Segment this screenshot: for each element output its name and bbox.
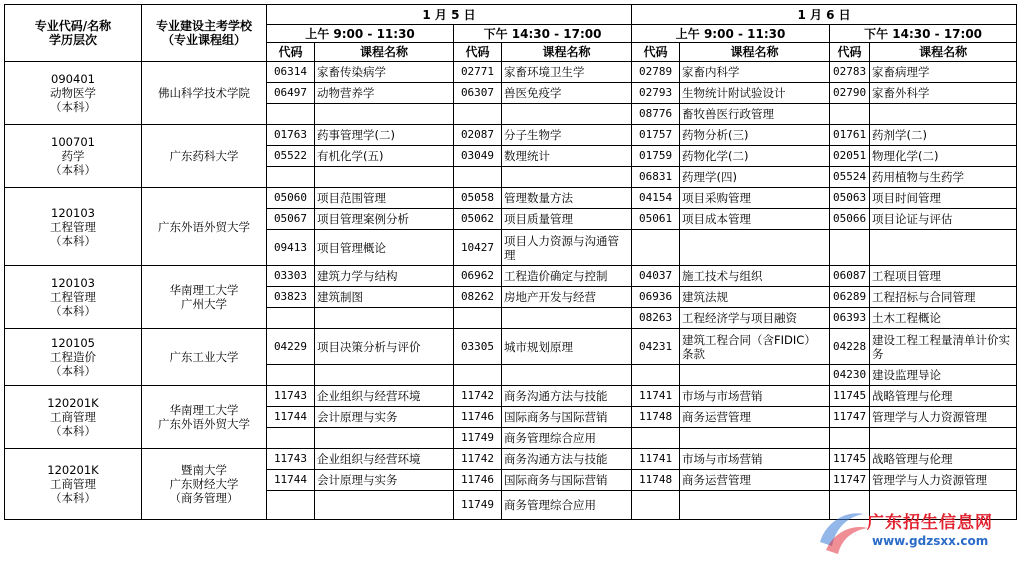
- course-name-cell: [680, 428, 830, 449]
- course-name-cell: [680, 230, 830, 266]
- course-name-cell: 市场与市场营销: [680, 449, 830, 470]
- course-name-cell: 建筑法规: [680, 287, 830, 308]
- course-name-cell: 分子生物学: [502, 125, 632, 146]
- course-code-cell: 11749: [454, 491, 502, 520]
- course-code-cell: 11741: [632, 449, 680, 470]
- course-code-cell: [454, 308, 502, 329]
- exam-schedule-table: [4, 4, 1017, 520]
- course-code-cell: 11747: [830, 470, 870, 491]
- course-name-cell: 有机化学(五): [315, 146, 454, 167]
- course-code-cell: 08263: [632, 308, 680, 329]
- course-name-cell: 企业组织与经营环境: [315, 449, 454, 470]
- major-cell: 090401 动物医学 （本科）: [5, 62, 142, 125]
- course-code-cell: 01761: [830, 125, 870, 146]
- course-code-cell: 04037: [632, 266, 680, 287]
- course-code-cell: 11748: [632, 407, 680, 428]
- course-name-cell: [502, 104, 632, 125]
- header-day2: 1 月 6 日: [632, 5, 1017, 25]
- course-code-cell: 08776: [632, 104, 680, 125]
- course-code-cell: 06497: [267, 83, 315, 104]
- course-code-cell: 06962: [454, 266, 502, 287]
- course-name-cell: 项目时间管理: [870, 188, 1017, 209]
- watermark-title: 广东招生信息网: [867, 513, 993, 533]
- course-code-cell: 11742: [454, 449, 502, 470]
- course-name-cell: [680, 365, 830, 386]
- course-name-cell: [315, 104, 454, 125]
- course-code-cell: [267, 365, 315, 386]
- header-day1-morning: 上午 9:00 - 11:30: [267, 25, 454, 43]
- course-name-cell: 商务沟通方法与技能: [502, 386, 632, 407]
- course-name-cell: [502, 365, 632, 386]
- course-code-cell: 08262: [454, 287, 502, 308]
- course-name-cell: 建设工程工程量清单计价实务: [870, 329, 1017, 365]
- course-code-cell: [267, 308, 315, 329]
- school-cell: 广东药科大学: [142, 125, 267, 188]
- watermark-url: www.gdzsxx.com: [872, 534, 989, 548]
- course-code-cell: 05060: [267, 188, 315, 209]
- header-day1: 1 月 5 日: [267, 5, 632, 25]
- course-code-cell: 06289: [830, 287, 870, 308]
- course-code-cell: 11748: [632, 470, 680, 491]
- course-code-cell: 02087: [454, 125, 502, 146]
- course-code-cell: 05067: [267, 209, 315, 230]
- course-name-cell: 药物化学(二): [680, 146, 830, 167]
- course-code-cell: 11744: [267, 470, 315, 491]
- course-code-cell: 05066: [830, 209, 870, 230]
- course-name-cell: 兽医免疫学: [502, 83, 632, 104]
- course-code-cell: 11743: [267, 386, 315, 407]
- course-code-cell: 11744: [267, 407, 315, 428]
- course-name-cell: 建筑工程合同（含FIDIC）条款: [680, 329, 830, 365]
- course-name-cell: 市场与市场营销: [680, 386, 830, 407]
- course-name-cell: 畜牧兽医行政管理: [680, 104, 830, 125]
- header-course: 课程名称: [680, 43, 830, 62]
- course-name-cell: [315, 491, 454, 520]
- table-row: [5, 266, 1017, 287]
- course-code-cell: [632, 428, 680, 449]
- course-code-cell: 02051: [830, 146, 870, 167]
- course-name-cell: 商务运营管理: [680, 407, 830, 428]
- major-cell: 120103 工程管理 （本科）: [5, 188, 142, 266]
- course-code-cell: 02790: [830, 83, 870, 104]
- course-code-cell: 03823: [267, 287, 315, 308]
- course-name-cell: 工程招标与合同管理: [870, 287, 1017, 308]
- course-code-cell: [830, 428, 870, 449]
- course-name-cell: 管理学与人力资源管理: [870, 407, 1017, 428]
- course-name-cell: 建筑制图: [315, 287, 454, 308]
- course-name-cell: 项目采购管理: [680, 188, 830, 209]
- course-code-cell: 05062: [454, 209, 502, 230]
- course-code-cell: 01763: [267, 125, 315, 146]
- course-name-cell: 土木工程概论: [870, 308, 1017, 329]
- course-name-cell: 建筑力学与结构: [315, 266, 454, 287]
- course-name-cell: 项目论证与评估: [870, 209, 1017, 230]
- course-code-cell: [454, 365, 502, 386]
- course-name-cell: 国际商务与国际营销: [502, 470, 632, 491]
- course-code-cell: 04228: [830, 329, 870, 365]
- course-code-cell: [632, 365, 680, 386]
- header-course: 课程名称: [870, 43, 1017, 62]
- course-code-cell: 06936: [632, 287, 680, 308]
- course-name-cell: 药事管理学(二): [315, 125, 454, 146]
- major-cell: 120201K 工商管理 （本科）: [5, 386, 142, 449]
- course-code-cell: 06087: [830, 266, 870, 287]
- course-code-cell: 04154: [632, 188, 680, 209]
- course-name-cell: 物理化学(二): [870, 146, 1017, 167]
- school-cell: 华南理工大学 广东外语外贸大学: [142, 386, 267, 449]
- course-name-cell: 管理学与人力资源管理: [870, 470, 1017, 491]
- course-code-cell: 11745: [830, 449, 870, 470]
- course-code-cell: 11745: [830, 386, 870, 407]
- course-code-cell: 02771: [454, 62, 502, 83]
- header-course: 课程名称: [315, 43, 454, 62]
- course-name-cell: 施工技术与组织: [680, 266, 830, 287]
- table-row: [5, 449, 1017, 470]
- course-name-cell: [680, 491, 830, 520]
- course-code-cell: 03303: [267, 266, 315, 287]
- course-name-cell: 管理数量方法: [502, 188, 632, 209]
- course-code-cell: 01757: [632, 125, 680, 146]
- course-name-cell: 商务沟通方法与技能: [502, 449, 632, 470]
- header-day2-afternoon: 下午 14:30 - 17:00: [830, 25, 1017, 43]
- course-code-cell: [632, 491, 680, 520]
- course-name-cell: [502, 167, 632, 188]
- header-school: 专业建设主考学校 （专业课程组）: [142, 5, 267, 62]
- course-name-cell: [502, 308, 632, 329]
- course-name-cell: 建设监理导论: [870, 365, 1017, 386]
- header-day2-morning: 上午 9:00 - 11:30: [632, 25, 830, 43]
- course-code-cell: 06393: [830, 308, 870, 329]
- course-code-cell: 02793: [632, 83, 680, 104]
- course-code-cell: 05063: [830, 188, 870, 209]
- course-code-cell: [454, 104, 502, 125]
- course-name-cell: 商务运营管理: [680, 470, 830, 491]
- course-name-cell: 药物分析(三): [680, 125, 830, 146]
- course-name-cell: 城市规划原理: [502, 329, 632, 365]
- course-code-cell: 03305: [454, 329, 502, 365]
- major-cell: 120103 工程管理 （本科）: [5, 266, 142, 329]
- course-name-cell: [870, 428, 1017, 449]
- table-row: [5, 386, 1017, 407]
- course-name-cell: [870, 230, 1017, 266]
- course-code-cell: 01759: [632, 146, 680, 167]
- course-code-cell: 06314: [267, 62, 315, 83]
- course-name-cell: 药用植物与生药学: [870, 167, 1017, 188]
- course-name-cell: 工程经济学与项目融资: [680, 308, 830, 329]
- course-name-cell: 项目质量管理: [502, 209, 632, 230]
- course-code-cell: 10427: [454, 230, 502, 266]
- course-code-cell: 02783: [830, 62, 870, 83]
- school-cell: 暨南大学 广东财经大学 （商务管理）: [142, 449, 267, 520]
- course-name-cell: 会计原理与实务: [315, 407, 454, 428]
- course-name-cell: 项目决策分析与评价: [315, 329, 454, 365]
- course-name-cell: 家畜传染病学: [315, 62, 454, 83]
- table-row: [5, 188, 1017, 209]
- course-code-cell: 11746: [454, 407, 502, 428]
- site-watermark: [812, 502, 1022, 558]
- course-name-cell: 项目人力资源与沟通管理: [502, 230, 632, 266]
- course-name-cell: 战略管理与伦理: [870, 386, 1017, 407]
- course-name-cell: 家畜内科学: [680, 62, 830, 83]
- course-name-cell: 战略管理与伦理: [870, 449, 1017, 470]
- course-name-cell: 家畜外科学: [870, 83, 1017, 104]
- course-name-cell: [315, 365, 454, 386]
- schedule-body: [5, 62, 1017, 520]
- course-name-cell: 数理统计: [502, 146, 632, 167]
- course-code-cell: [267, 167, 315, 188]
- course-name-cell: 项目管理概论: [315, 230, 454, 266]
- course-code-cell: 11747: [830, 407, 870, 428]
- course-name-cell: 药理学(四): [680, 167, 830, 188]
- course-code-cell: [632, 230, 680, 266]
- school-cell: 佛山科学技术学院: [142, 62, 267, 125]
- table-row: [5, 125, 1017, 146]
- course-name-cell: 工程造价确定与控制: [502, 266, 632, 287]
- course-code-cell: [267, 491, 315, 520]
- course-name-cell: 国际商务与国际营销: [502, 407, 632, 428]
- school-cell: 广东工业大学: [142, 329, 267, 386]
- course-code-cell: 05058: [454, 188, 502, 209]
- school-cell: 华南理工大学 广州大学: [142, 266, 267, 329]
- course-name-cell: 家畜病理学: [870, 62, 1017, 83]
- course-code-cell: 03049: [454, 146, 502, 167]
- course-code-cell: 11742: [454, 386, 502, 407]
- course-name-cell: 药剂学(二): [870, 125, 1017, 146]
- header-code: 代码: [454, 43, 502, 62]
- header-day1-afternoon: 下午 14:30 - 17:00: [454, 25, 632, 43]
- course-code-cell: 11743: [267, 449, 315, 470]
- course-name-cell: 动物营养学: [315, 83, 454, 104]
- course-name-cell: 会计原理与实务: [315, 470, 454, 491]
- header-code: 代码: [830, 43, 870, 62]
- major-cell: 120105 工程造价 （本科）: [5, 329, 142, 386]
- course-name-cell: 房地产开发与经营: [502, 287, 632, 308]
- course-code-cell: 04231: [632, 329, 680, 365]
- course-code-cell: [830, 104, 870, 125]
- table-row: [5, 329, 1017, 365]
- course-code-cell: 04229: [267, 329, 315, 365]
- course-code-cell: 02789: [632, 62, 680, 83]
- course-name-cell: 工程项目管理: [870, 266, 1017, 287]
- header-code: 代码: [267, 43, 315, 62]
- course-code-cell: 05524: [830, 167, 870, 188]
- course-code-cell: [267, 104, 315, 125]
- school-cell: 广东外语外贸大学: [142, 188, 267, 266]
- course-code-cell: 11746: [454, 470, 502, 491]
- course-name-cell: [870, 104, 1017, 125]
- course-code-cell: 11749: [454, 428, 502, 449]
- course-name-cell: 项目管理案例分析: [315, 209, 454, 230]
- course-name-cell: 项目成本管理: [680, 209, 830, 230]
- course-name-cell: 项目范围管理: [315, 188, 454, 209]
- course-name-cell: 商务管理综合应用: [502, 428, 632, 449]
- watermark-swoosh-icon: [812, 502, 872, 558]
- major-cell: 100701 药学 （本科）: [5, 125, 142, 188]
- course-code-cell: 04230: [830, 365, 870, 386]
- course-code-cell: [830, 230, 870, 266]
- header-code: 代码: [632, 43, 680, 62]
- course-name-cell: 企业组织与经营环境: [315, 386, 454, 407]
- header-course: 课程名称: [502, 43, 632, 62]
- course-name-cell: [315, 167, 454, 188]
- course-name-cell: 家畜环境卫生学: [502, 62, 632, 83]
- course-code-cell: 05061: [632, 209, 680, 230]
- course-code-cell: 09413: [267, 230, 315, 266]
- course-code-cell: 06307: [454, 83, 502, 104]
- course-code-cell: 05522: [267, 146, 315, 167]
- course-code-cell: [267, 428, 315, 449]
- course-code-cell: 11741: [632, 386, 680, 407]
- course-name-cell: 生物统计附试验设计: [680, 83, 830, 104]
- major-cell: 120201K 工商管理 （本科）: [5, 449, 142, 520]
- table-row: [5, 62, 1017, 83]
- course-name-cell: [315, 428, 454, 449]
- course-name-cell: [315, 308, 454, 329]
- course-code-cell: 06831: [632, 167, 680, 188]
- header-major: 专业代码/名称 学历层次: [5, 5, 142, 62]
- course-code-cell: [454, 167, 502, 188]
- course-name-cell: 商务管理综合应用: [502, 491, 632, 520]
